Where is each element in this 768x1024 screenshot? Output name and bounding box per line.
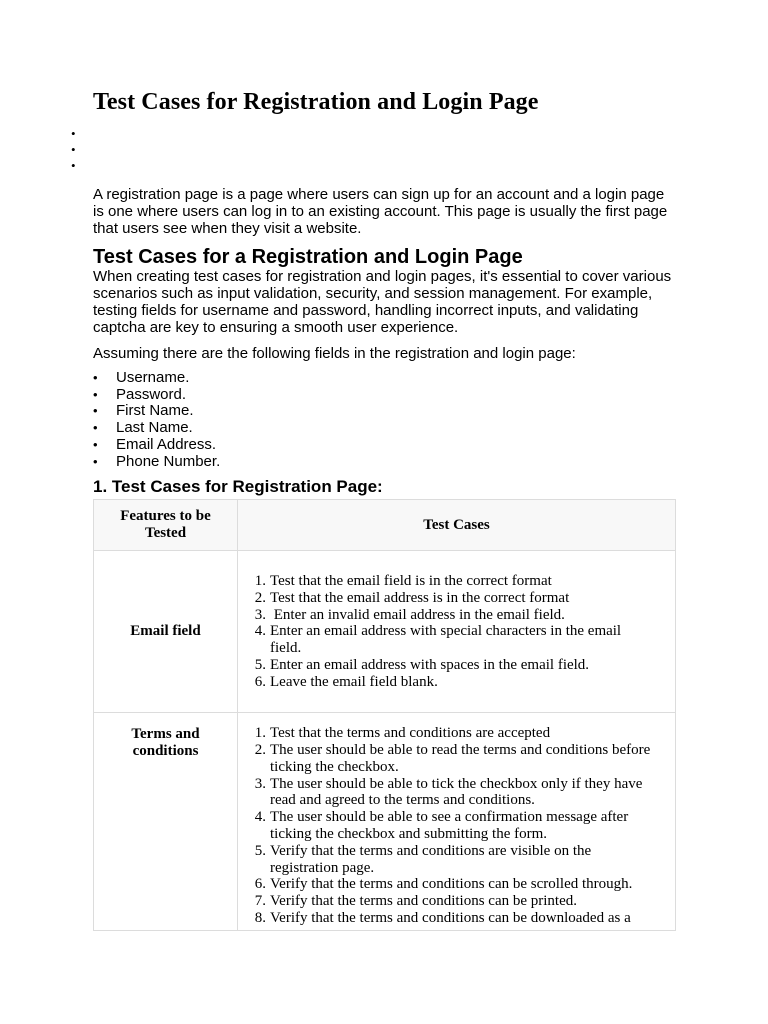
test-cases-table	[93, 499, 676, 931]
cases-list	[246, 573, 655, 691]
case-text: The user should be able to tick the checkbox only if they have read and agreed to the terms and conditions.	[270, 775, 643, 809]
case-text: Verify that the terms and conditions can be scrolled through.	[270, 876, 633, 893]
table-header-row	[94, 500, 676, 551]
empty-bullet	[71, 126, 76, 142]
list-item: 3. Enter an invalid email address in the email field.	[254, 606, 565, 623]
case-text: The user should be able to see a confirmation message after ticking the checkbox and submitting the form.	[270, 809, 629, 842]
list-item: 1. Test that the terms and conditions are accepted	[254, 725, 551, 742]
cases-list	[246, 725, 655, 927]
case-text: Enter an invalid email address in the email field.	[270, 606, 565, 623]
table-row	[94, 713, 676, 931]
case-text: Test that the email address is in the correct format	[270, 589, 570, 606]
case-text: Enter an email address with special characters in the email field.	[270, 623, 622, 657]
case-text: Verify that the terms and conditions can be downloaded as a	[270, 909, 631, 926]
header-features: Features to be Tested	[94, 500, 238, 551]
list-item: • Last Name.	[93, 420, 675, 437]
cases-cell	[238, 713, 676, 931]
list-item: 2. The user should be able to read the terms and conditions before ticking the checkbox.	[254, 742, 651, 775]
registration-heading: 1. Test Cases for Registration Page:	[93, 477, 383, 497]
page-title: Test Cases for Registration and Login Page	[93, 89, 539, 115]
feature-cell: Terms and conditions	[94, 713, 238, 931]
list-item: 3. The user should be able to tick the checkbox only if they have read and agreed to the terms and conditions.	[254, 775, 643, 809]
case-text: Verify that the terms and conditions can be printed.	[270, 893, 577, 910]
list-item: • Username.	[93, 370, 675, 387]
case-text: Enter an email address with spaces in the email field.	[270, 656, 590, 673]
list-item: • Phone Number.	[93, 454, 675, 471]
section-paragraph: When creating test cases for registration and login pages, it's essential to cover various scenarios such as input validation, security, and session management. For example, testing fields for username and password, handling incorrect inputs, and validating captcha are key to ensuring a smooth user experience.	[93, 268, 672, 336]
list-item: 6. Leave the email field blank.	[254, 673, 438, 690]
empty-bullet	[71, 158, 76, 174]
section-heading: Test Cases for a Registration and Login Page	[93, 246, 523, 268]
case-text: The user should be able to read the terms and conditions before ticking the checkbox.	[270, 742, 651, 775]
case-text: Verify that the terms and conditions are visible on the registration page.	[270, 842, 592, 876]
intro-paragraph: A registration page is a page where users can sign up for an account and a login page is one where users can log in to an existing account. This page is usually the first page that users see when they visit a website.	[93, 186, 668, 237]
list-item: • First Name.	[93, 403, 675, 420]
case-text: Test that the terms and conditions are accepted	[270, 725, 551, 742]
cases-cell	[238, 551, 676, 713]
empty-bullet	[71, 142, 76, 158]
empty-bullet-list	[71, 126, 76, 174]
list-item: 5. Enter an email address with spaces in the email field.	[254, 656, 590, 673]
list-item: 2. Test that the email address is in the correct format	[254, 589, 570, 606]
list-item: 7. Verify that the terms and conditions can be printed.	[254, 893, 577, 910]
list-item: 8. Verify that the terms and conditions can be downloaded as a	[254, 909, 631, 926]
list-item: 5. Verify that the terms and conditions are visible on the registration page.	[254, 842, 592, 876]
document-page	[93, 86, 675, 931]
list-item: • Email Address.	[93, 437, 675, 454]
list-item: 4. Enter an email address with special characters in the email field.	[254, 623, 622, 657]
fields-intro: Assuming there are the following fields in the registration and login page:	[93, 345, 576, 362]
case-text: Test that the email field is in the correct format	[270, 572, 552, 589]
list-item: • Password.	[93, 387, 675, 404]
case-text: Leave the email field blank.	[270, 673, 438, 690]
list-item: 1. Test that the email field is in the correct format	[254, 572, 552, 589]
list-item: 6. Verify that the terms and conditions can be scrolled through.	[254, 876, 633, 893]
list-item: 4. The user should be able to see a confirmation message after ticking the checkbox and submitting the form.	[254, 809, 629, 842]
header-test-cases: Test Cases	[238, 500, 676, 551]
table-row	[94, 551, 676, 713]
feature-cell: Email field	[94, 551, 238, 713]
fields-list	[93, 370, 675, 470]
